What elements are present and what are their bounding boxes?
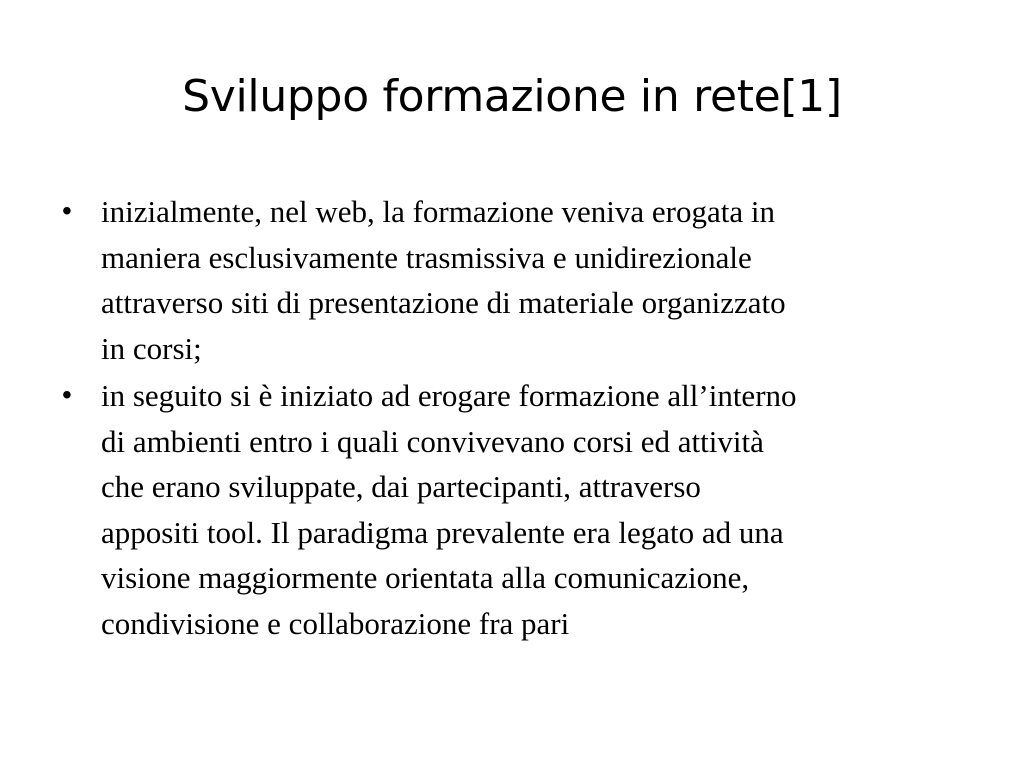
slide-title: Sviluppo formazione in rete[1]: [182, 71, 842, 122]
bullet-text-line: di ambienti entro i quali convivevano corsi ed attività: [101, 423, 764, 459]
bullet-text-line: attraverso siti di presentazione di materiale organizzato: [101, 285, 786, 320]
bullet-text-line: maniera esclusivamente trasmissiva e unidirezionale: [101, 239, 752, 275]
bullet-text-line: inizialmente, nel web, la formazione veniva erogata in: [101, 194, 775, 229]
bullet-list: [62, 189, 972, 648]
bullet-item: [62, 373, 972, 646]
bullet-text-line: che erano sviluppate, dai partecipanti, attraverso: [101, 469, 701, 504]
bullet-text-line: appositi tool. Il paradigma prevalente era legato ad una: [101, 514, 784, 550]
bullet-text-line: condivisione e collaborazione fra pari: [101, 605, 570, 641]
bullet-item: [62, 189, 972, 371]
bullet-text-line: in seguito si è iniziato ad erogare formazione all’interno: [101, 378, 797, 413]
bullet-text-line: visione maggiormente orientata alla comunicazione,: [101, 560, 750, 595]
bullet-text-line: in corsi;: [101, 330, 202, 366]
bullet-dot-icon: •: [62, 379, 72, 410]
bullet-dot-icon: •: [62, 195, 72, 226]
